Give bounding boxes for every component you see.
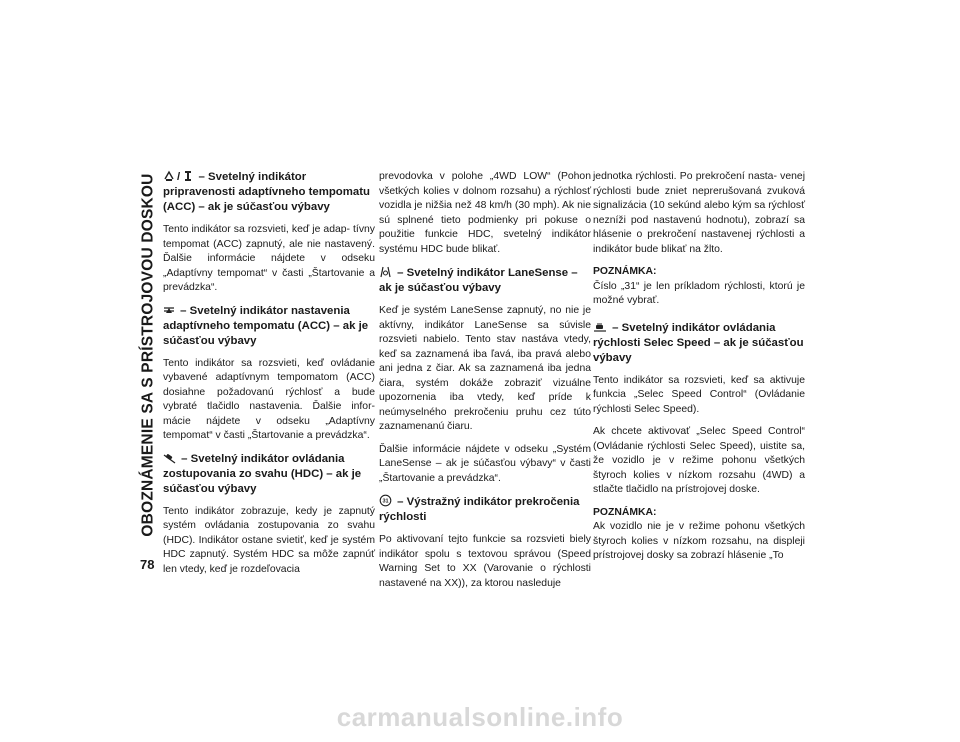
heading-acc-set: – Svetelný indikátor nastavenia adaptívneho tempomatu (ACC) – ak je súčasťou výbavy: [163, 304, 369, 347]
svg-text:31: 31: [382, 498, 389, 505]
heading-hdc: – Svetelný indikátor ovládania zostupovania zo svahu (HDC) – ak je súčasťou výbavy: [163, 452, 362, 495]
page-number: 78: [140, 557, 155, 572]
note-text: Ak vozidlo nie je v režime pohonu všetkých štyroch kolies v nízkom rozsahu, na displeji prístrojovej dosky sa zobrazí hlásenie „To: [593, 521, 805, 561]
paragraph: Tento indikátor sa rozsvieti, keď ovládanie vybavené adaptívnym tempomatom (ACC) dosiahne požadovanú rýchlosť a bude vybraté tlačidlo nastavenia. Ďalšie infor- mácie nájdete v odseku „Adaptívny tempomat“ v časti „Štartovanie a prevádzka“.: [163, 357, 375, 441]
acc-set-icon: [163, 304, 175, 316]
acc-ready-alt-icon: [183, 170, 193, 182]
note-label: POZNÁMKA:: [593, 266, 657, 277]
paragraph: Ďalšie informácie nájdete v odseku „Systém LaneSense – ak je súčasťou výbavy“ v časti „Štartovanie a prevádzka“.: [379, 443, 591, 484]
paragraph: Po aktivovaní tejto funkcie sa rozsvieti biely indikátor spolu s textovou správou (Speed Warning Set to XX (Varovanie o rýchlosti nastavené na XX)), za ktorou nasleduje: [379, 534, 591, 589]
paragraph: jednotka rýchlosti. Po prekročení nasta- venej rýchlosti bude zniet neprerušovaná zvuková signalizácia (10 sekúnd alebo kým sa rýchlosť nezníži pod nastavenú hodnotu), zobrazí sa hlásenie o prekročení nastavenej rýchlosti a indikátor bude blikať na žlto.: [593, 171, 805, 255]
column-2: [379, 170, 591, 599]
column-3: [593, 170, 805, 572]
paragraph: Tento indikátor zobrazuje, kedy je zapnutý systém ovládania zostupovania zo svahu (HDC). Indikátor ostane svietiť, keď je systém HDC zapnutý. Systém HDC sa môže zapnúť len vtedy, keď je rozdeľovacia: [163, 505, 375, 575]
note-text: Číslo „31“ je len príkladom rýchlosti, ktorú je možné vybrať.: [593, 280, 805, 306]
lanesense-icon: [379, 265, 392, 278]
selec-speed-icon: [593, 321, 607, 333]
column-1: [163, 170, 375, 585]
watermark: carmanualsonline.info: [336, 702, 624, 732]
heading-acc-ready: / – Svetelný indikátor pripravenosti adaptívneho tempomatu (ACC) – ak je súčasťou výbavy: [163, 171, 370, 213]
speed-warning-icon: [379, 494, 392, 507]
paragraph: prevodovka v polohe „4WD LOW“ (Pohon všetkých kolies v dolnom rozsahu) a rýchlosť vozidla je nižšia než 48 km/h (30 mph). Ak nie sú splnené tieto podmienky pri pokuse o použitie funkcie HDC, svetelný indikátor systému HDC bude blikať.: [379, 171, 591, 255]
paragraph: Tento indikátor sa rozsvieti, keď sa aktivuje funkcia „Selec Speed Control“ (Ovládanie rýchlosti Selec Speed).: [593, 374, 805, 415]
heading-selec-speed: – Svetelný indikátor ovládania rýchlosti Selec Speed – ak je súčasťou výbavy: [593, 321, 804, 364]
note-label: POZNÁMKA:: [593, 506, 657, 518]
side-title-text: OBOZNÁMENIE SA S PRÍSTROJOVOU DOSKOU: [140, 173, 158, 537]
acc-ready-icon: [163, 170, 175, 182]
heading-speed-warning: 31 – Výstražný indikátor prekročenia rýchlosti: [379, 496, 580, 523]
hdc-icon: [163, 452, 176, 464]
paragraph: Tento indikátor sa rozsvieti, keď je adap- tívny tempomat (ACC) zapnutý, ale nie nastavený. Ďalšie informácie nájdete v odseku „Adaptívny tempomat“ v časti „Štartovanie a prevádzka“.: [163, 224, 375, 293]
paragraph: Ak chcete aktivovať „Selec Speed Control“ (Ovládanie rýchlosti Selec Speed), uistite sa, že vozidlo je v režime pohonu všetkých štyroch kolies v nízkom rozsahu (4WD) a stlačte tlačidlo na prístrojovej doske.: [593, 426, 805, 495]
paragraph: Keď je systém LaneSense zapnutý, no nie je aktívny, indikátor LaneSense sa súvisle rozsvieti nabielo. Tento stav nastáva vtedy, keď sa zaznamená iba ľavá, iba pravá alebo ani jedna z čiar. Ak sa zaznamená iba jedna čiara, systém dokáže zobraziť vizuálne upozornenia iba vtedy, keď príde k neúmyselného prekročeniu pruhu cez túto zaznamenanú čiaru.: [379, 305, 591, 432]
heading-lanesense: – Svetelný indikátor LaneSense – ak je súčasťou výbavy: [379, 267, 578, 294]
side-section-title: [136, 165, 162, 545]
